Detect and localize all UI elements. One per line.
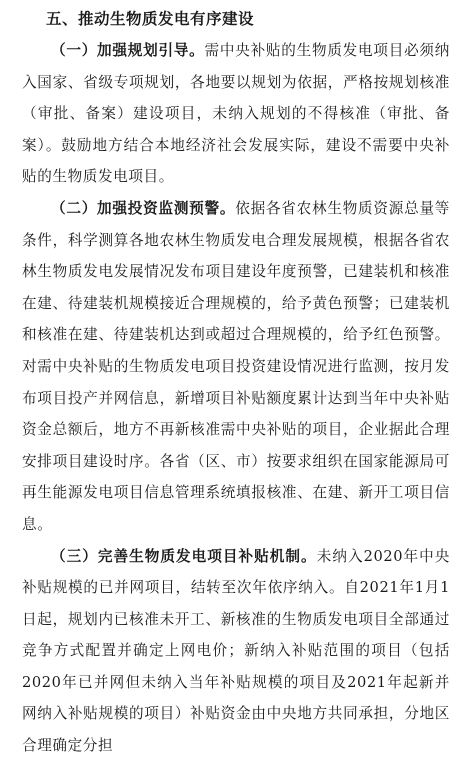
paragraph-lead: （一）加强规划引导。 [51,42,205,59]
document-page [22,6,450,762]
paragraph-lead: （三）完善生物质发电项目补贴机制。 [51,547,317,565]
paragraph-subsidy-mechanism [22,541,450,762]
paragraph-body: 未纳入2020年中央补贴规模的已并网项目，结转至次年依序纳入。自2021年1月1日起，规划内已核准未开工、新核准的生物质发电项目全部通过竞争方式配置并确定上网电价；新纳入补贴范围的项目（包括2020年已并网但未纳入当年补贴规模的项目及2021年起新并网纳入补贴规模的项目）补贴资金由中央地方共同承担，分地区合理确定分担 [22,547,450,755]
paragraph-investment-monitoring [22,193,450,541]
section-heading: 五、推动生物质发电有序建设 [46,10,255,28]
paragraph-planning-guidance [22,35,450,193]
paragraph-body: 依据各省农林生物质资源总量等条件，科学测算各地农林生物质发电合理发展规模，根据各省农林生物质发电发展情况发布项目建设年度预警，已建装机和核准在建、待建装机规模接近合理规模的，给予黄色预警；已建装机和核准在建、待建装机达到或超过合理规模的，给予红色预警。对需中央补贴的生物质发电项目投资建设情况进行监测，按月发布项目投产并网信息，新增项目补贴额度累计达到当年中央补贴资金总额后，地方不再新核准需中央补贴的项目，企业据此合理安排项目建设时序。各省（区、市）按要求组织在国家能源局可再生能源发电项目信息管理系统填报核准、在建、新开工项目信息。 [22,199,451,533]
paragraph-body: 需中央补贴的生物质发电项目必须纳入国家、省级专项规划，各地要以规划为依据，严格按规划核准（审批、备案）建设项目，未纳入规划的不得核准（审批、备案）。鼓励地方结合本地经济社会发展实际，建设不需要中央补贴的生物质发电项目。 [22,42,450,186]
paragraph-lead: （二）加强投资监测预警。 [51,199,236,217]
